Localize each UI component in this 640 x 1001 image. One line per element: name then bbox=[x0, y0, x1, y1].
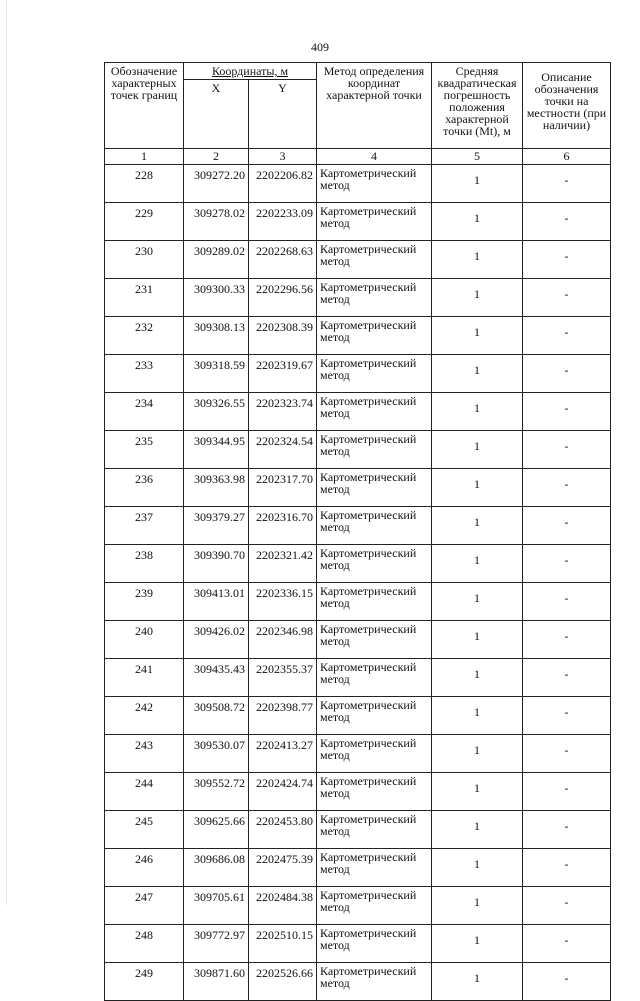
point-id: 247 bbox=[105, 887, 184, 925]
table-row bbox=[105, 735, 611, 773]
table-row bbox=[105, 279, 611, 317]
header-coordinates: Координаты, м bbox=[184, 63, 317, 80]
coord-x: 309379.27 bbox=[184, 507, 249, 545]
method-cell: Картометрический метод bbox=[317, 355, 432, 393]
coord-y: 2202510.15 bbox=[249, 925, 317, 963]
table-row bbox=[105, 963, 611, 1001]
point-id: 229 bbox=[105, 203, 184, 241]
point-id: 248 bbox=[105, 925, 184, 963]
coord-y: 2202296.56 bbox=[249, 279, 317, 317]
coord-x: 309413.01 bbox=[184, 583, 249, 621]
method-cell: Картометрический метод bbox=[317, 507, 432, 545]
coord-x: 309326.55 bbox=[184, 393, 249, 431]
point-id: 241 bbox=[105, 659, 184, 697]
table-row bbox=[105, 887, 611, 925]
method-cell: Картометрический метод bbox=[317, 773, 432, 811]
mean-error-cell: 1 bbox=[432, 583, 523, 621]
description-cell: - bbox=[523, 735, 611, 773]
point-id: 238 bbox=[105, 545, 184, 583]
table-row bbox=[105, 507, 611, 545]
scan-edge-line bbox=[6, 0, 7, 905]
column-number: 5 bbox=[432, 149, 523, 165]
coord-y: 2202316.70 bbox=[249, 507, 317, 545]
coord-x: 309278.02 bbox=[184, 203, 249, 241]
point-id: 239 bbox=[105, 583, 184, 621]
table-row bbox=[105, 621, 611, 659]
description-cell: - bbox=[523, 887, 611, 925]
header-x: X bbox=[184, 80, 249, 149]
point-id: 244 bbox=[105, 773, 184, 811]
description-cell: - bbox=[523, 203, 611, 241]
table-row bbox=[105, 811, 611, 849]
method-cell: Картометрический метод bbox=[317, 887, 432, 925]
mean-error-cell: 1 bbox=[432, 773, 523, 811]
mean-error-cell: 1 bbox=[432, 317, 523, 355]
mean-error-cell: 1 bbox=[432, 431, 523, 469]
coord-x: 309318.59 bbox=[184, 355, 249, 393]
mean-error-cell: 1 bbox=[432, 849, 523, 887]
header-method: Метод определения координат характерной точки bbox=[317, 63, 432, 149]
column-numbers-row bbox=[105, 149, 611, 165]
mean-error-cell: 1 bbox=[432, 735, 523, 773]
coord-y: 2202336.15 bbox=[249, 583, 317, 621]
mean-error-cell: 1 bbox=[432, 355, 523, 393]
method-cell: Картометрический метод bbox=[317, 925, 432, 963]
method-cell: Картометрический метод bbox=[317, 697, 432, 735]
coord-y: 2202346.98 bbox=[249, 621, 317, 659]
method-cell: Картометрический метод bbox=[317, 583, 432, 621]
method-cell: Картометрический метод bbox=[317, 469, 432, 507]
description-cell: - bbox=[523, 773, 611, 811]
coord-x: 309552.72 bbox=[184, 773, 249, 811]
point-id: 231 bbox=[105, 279, 184, 317]
point-id: 237 bbox=[105, 507, 184, 545]
point-id: 246 bbox=[105, 849, 184, 887]
point-id: 228 bbox=[105, 165, 184, 203]
header-mean-error: Средняя квадратическая погрешность положения характерной точки (Mt), м bbox=[432, 63, 523, 149]
description-cell: - bbox=[523, 697, 611, 735]
method-cell: Картометрический метод bbox=[317, 431, 432, 469]
description-cell: - bbox=[523, 507, 611, 545]
table-row bbox=[105, 849, 611, 887]
coord-x: 309300.33 bbox=[184, 279, 249, 317]
coord-x: 309390.70 bbox=[184, 545, 249, 583]
table-row bbox=[105, 659, 611, 697]
coord-x: 309530.07 bbox=[184, 735, 249, 773]
mean-error-cell: 1 bbox=[432, 279, 523, 317]
table-row bbox=[105, 469, 611, 507]
coord-x: 309625.66 bbox=[184, 811, 249, 849]
coord-y: 2202526.66 bbox=[249, 963, 317, 1001]
method-cell: Картометрический метод bbox=[317, 811, 432, 849]
coord-y: 2202453.80 bbox=[249, 811, 317, 849]
mean-error-cell: 1 bbox=[432, 811, 523, 849]
mean-error-cell: 1 bbox=[432, 165, 523, 203]
table-row bbox=[105, 545, 611, 583]
description-cell: - bbox=[523, 355, 611, 393]
coord-x: 309705.61 bbox=[184, 887, 249, 925]
mean-error-cell: 1 bbox=[432, 203, 523, 241]
table-row bbox=[105, 393, 611, 431]
point-id: 249 bbox=[105, 963, 184, 1001]
description-cell: - bbox=[523, 393, 611, 431]
mean-error-cell: 1 bbox=[432, 621, 523, 659]
header-description: Описание обозначения точки на местности (при наличии) bbox=[523, 63, 611, 149]
coord-x: 309272.20 bbox=[184, 165, 249, 203]
header-point-designation: Обозначение характерных точек границ bbox=[105, 63, 184, 149]
coord-y: 2202308.39 bbox=[249, 317, 317, 355]
method-cell: Картометрический метод bbox=[317, 621, 432, 659]
coord-x: 309308.13 bbox=[184, 317, 249, 355]
coord-x: 309426.02 bbox=[184, 621, 249, 659]
point-id: 233 bbox=[105, 355, 184, 393]
column-number: 3 bbox=[249, 149, 317, 165]
description-cell: - bbox=[523, 279, 611, 317]
mean-error-cell: 1 bbox=[432, 887, 523, 925]
description-cell: - bbox=[523, 925, 611, 963]
description-cell: - bbox=[523, 963, 611, 1001]
table-row bbox=[105, 355, 611, 393]
mean-error-cell: 1 bbox=[432, 925, 523, 963]
description-cell: - bbox=[523, 469, 611, 507]
point-id: 235 bbox=[105, 431, 184, 469]
coord-y: 2202398.77 bbox=[249, 697, 317, 735]
description-cell: - bbox=[523, 583, 611, 621]
description-cell: - bbox=[523, 811, 611, 849]
table-row bbox=[105, 241, 611, 279]
page-number: 409 bbox=[311, 40, 329, 54]
table-row bbox=[105, 697, 611, 735]
mean-error-cell: 1 bbox=[432, 469, 523, 507]
mean-error-cell: 1 bbox=[432, 697, 523, 735]
table-row bbox=[105, 317, 611, 355]
description-cell: - bbox=[523, 659, 611, 697]
point-id: 242 bbox=[105, 697, 184, 735]
coord-x: 309289.02 bbox=[184, 241, 249, 279]
header-y: Y bbox=[249, 80, 317, 149]
coord-y: 2202321.42 bbox=[249, 545, 317, 583]
coord-y: 2202206.82 bbox=[249, 165, 317, 203]
table-row bbox=[105, 165, 611, 203]
table-row bbox=[105, 431, 611, 469]
point-id: 232 bbox=[105, 317, 184, 355]
mean-error-cell: 1 bbox=[432, 659, 523, 697]
point-id: 240 bbox=[105, 621, 184, 659]
coord-x: 309871.60 bbox=[184, 963, 249, 1001]
description-cell: - bbox=[523, 317, 611, 355]
coordinates-table bbox=[104, 62, 611, 1001]
coord-y: 2202413.27 bbox=[249, 735, 317, 773]
coord-y: 2202355.37 bbox=[249, 659, 317, 697]
coord-x: 309772.97 bbox=[184, 925, 249, 963]
coord-y: 2202484.38 bbox=[249, 887, 317, 925]
column-number: 2 bbox=[184, 149, 249, 165]
coord-y: 2202268.63 bbox=[249, 241, 317, 279]
table-body bbox=[105, 165, 611, 1001]
method-cell: Картометрический метод bbox=[317, 659, 432, 697]
method-cell: Картометрический метод bbox=[317, 545, 432, 583]
method-cell: Картометрический метод bbox=[317, 279, 432, 317]
point-id: 230 bbox=[105, 241, 184, 279]
coord-y: 2202233.09 bbox=[249, 203, 317, 241]
column-number: 6 bbox=[523, 149, 611, 165]
coord-x: 309344.95 bbox=[184, 431, 249, 469]
mean-error-cell: 1 bbox=[432, 507, 523, 545]
table-row bbox=[105, 583, 611, 621]
point-id: 236 bbox=[105, 469, 184, 507]
method-cell: Картометрический метод bbox=[317, 735, 432, 773]
table-row bbox=[105, 773, 611, 811]
point-id: 234 bbox=[105, 393, 184, 431]
mean-error-cell: 1 bbox=[432, 963, 523, 1001]
coord-y: 2202317.70 bbox=[249, 469, 317, 507]
method-cell: Картометрический метод bbox=[317, 849, 432, 887]
mean-error-cell: 1 bbox=[432, 241, 523, 279]
coord-y: 2202323.74 bbox=[249, 393, 317, 431]
coord-y: 2202424.74 bbox=[249, 773, 317, 811]
description-cell: - bbox=[523, 621, 611, 659]
description-cell: - bbox=[523, 431, 611, 469]
mean-error-cell: 1 bbox=[432, 393, 523, 431]
coord-y: 2202475.39 bbox=[249, 849, 317, 887]
method-cell: Картометрический метод bbox=[317, 393, 432, 431]
coord-x: 309508.72 bbox=[184, 697, 249, 735]
table-row bbox=[105, 925, 611, 963]
point-id: 243 bbox=[105, 735, 184, 773]
method-cell: Картометрический метод bbox=[317, 165, 432, 203]
description-cell: - bbox=[523, 165, 611, 203]
column-number: 1 bbox=[105, 149, 184, 165]
method-cell: Картометрический метод bbox=[317, 203, 432, 241]
point-id: 245 bbox=[105, 811, 184, 849]
mean-error-cell: 1 bbox=[432, 545, 523, 583]
description-cell: - bbox=[523, 849, 611, 887]
column-number: 4 bbox=[317, 149, 432, 165]
coord-y: 2202319.67 bbox=[249, 355, 317, 393]
method-cell: Картометрический метод bbox=[317, 317, 432, 355]
description-cell: - bbox=[523, 545, 611, 583]
method-cell: Картометрический метод bbox=[317, 241, 432, 279]
description-cell: - bbox=[523, 241, 611, 279]
table-row bbox=[105, 203, 611, 241]
coord-x: 309363.98 bbox=[184, 469, 249, 507]
coord-y: 2202324.54 bbox=[249, 431, 317, 469]
coord-x: 309435.43 bbox=[184, 659, 249, 697]
coord-x: 309686.08 bbox=[184, 849, 249, 887]
method-cell: Картометрический метод bbox=[317, 963, 432, 1001]
